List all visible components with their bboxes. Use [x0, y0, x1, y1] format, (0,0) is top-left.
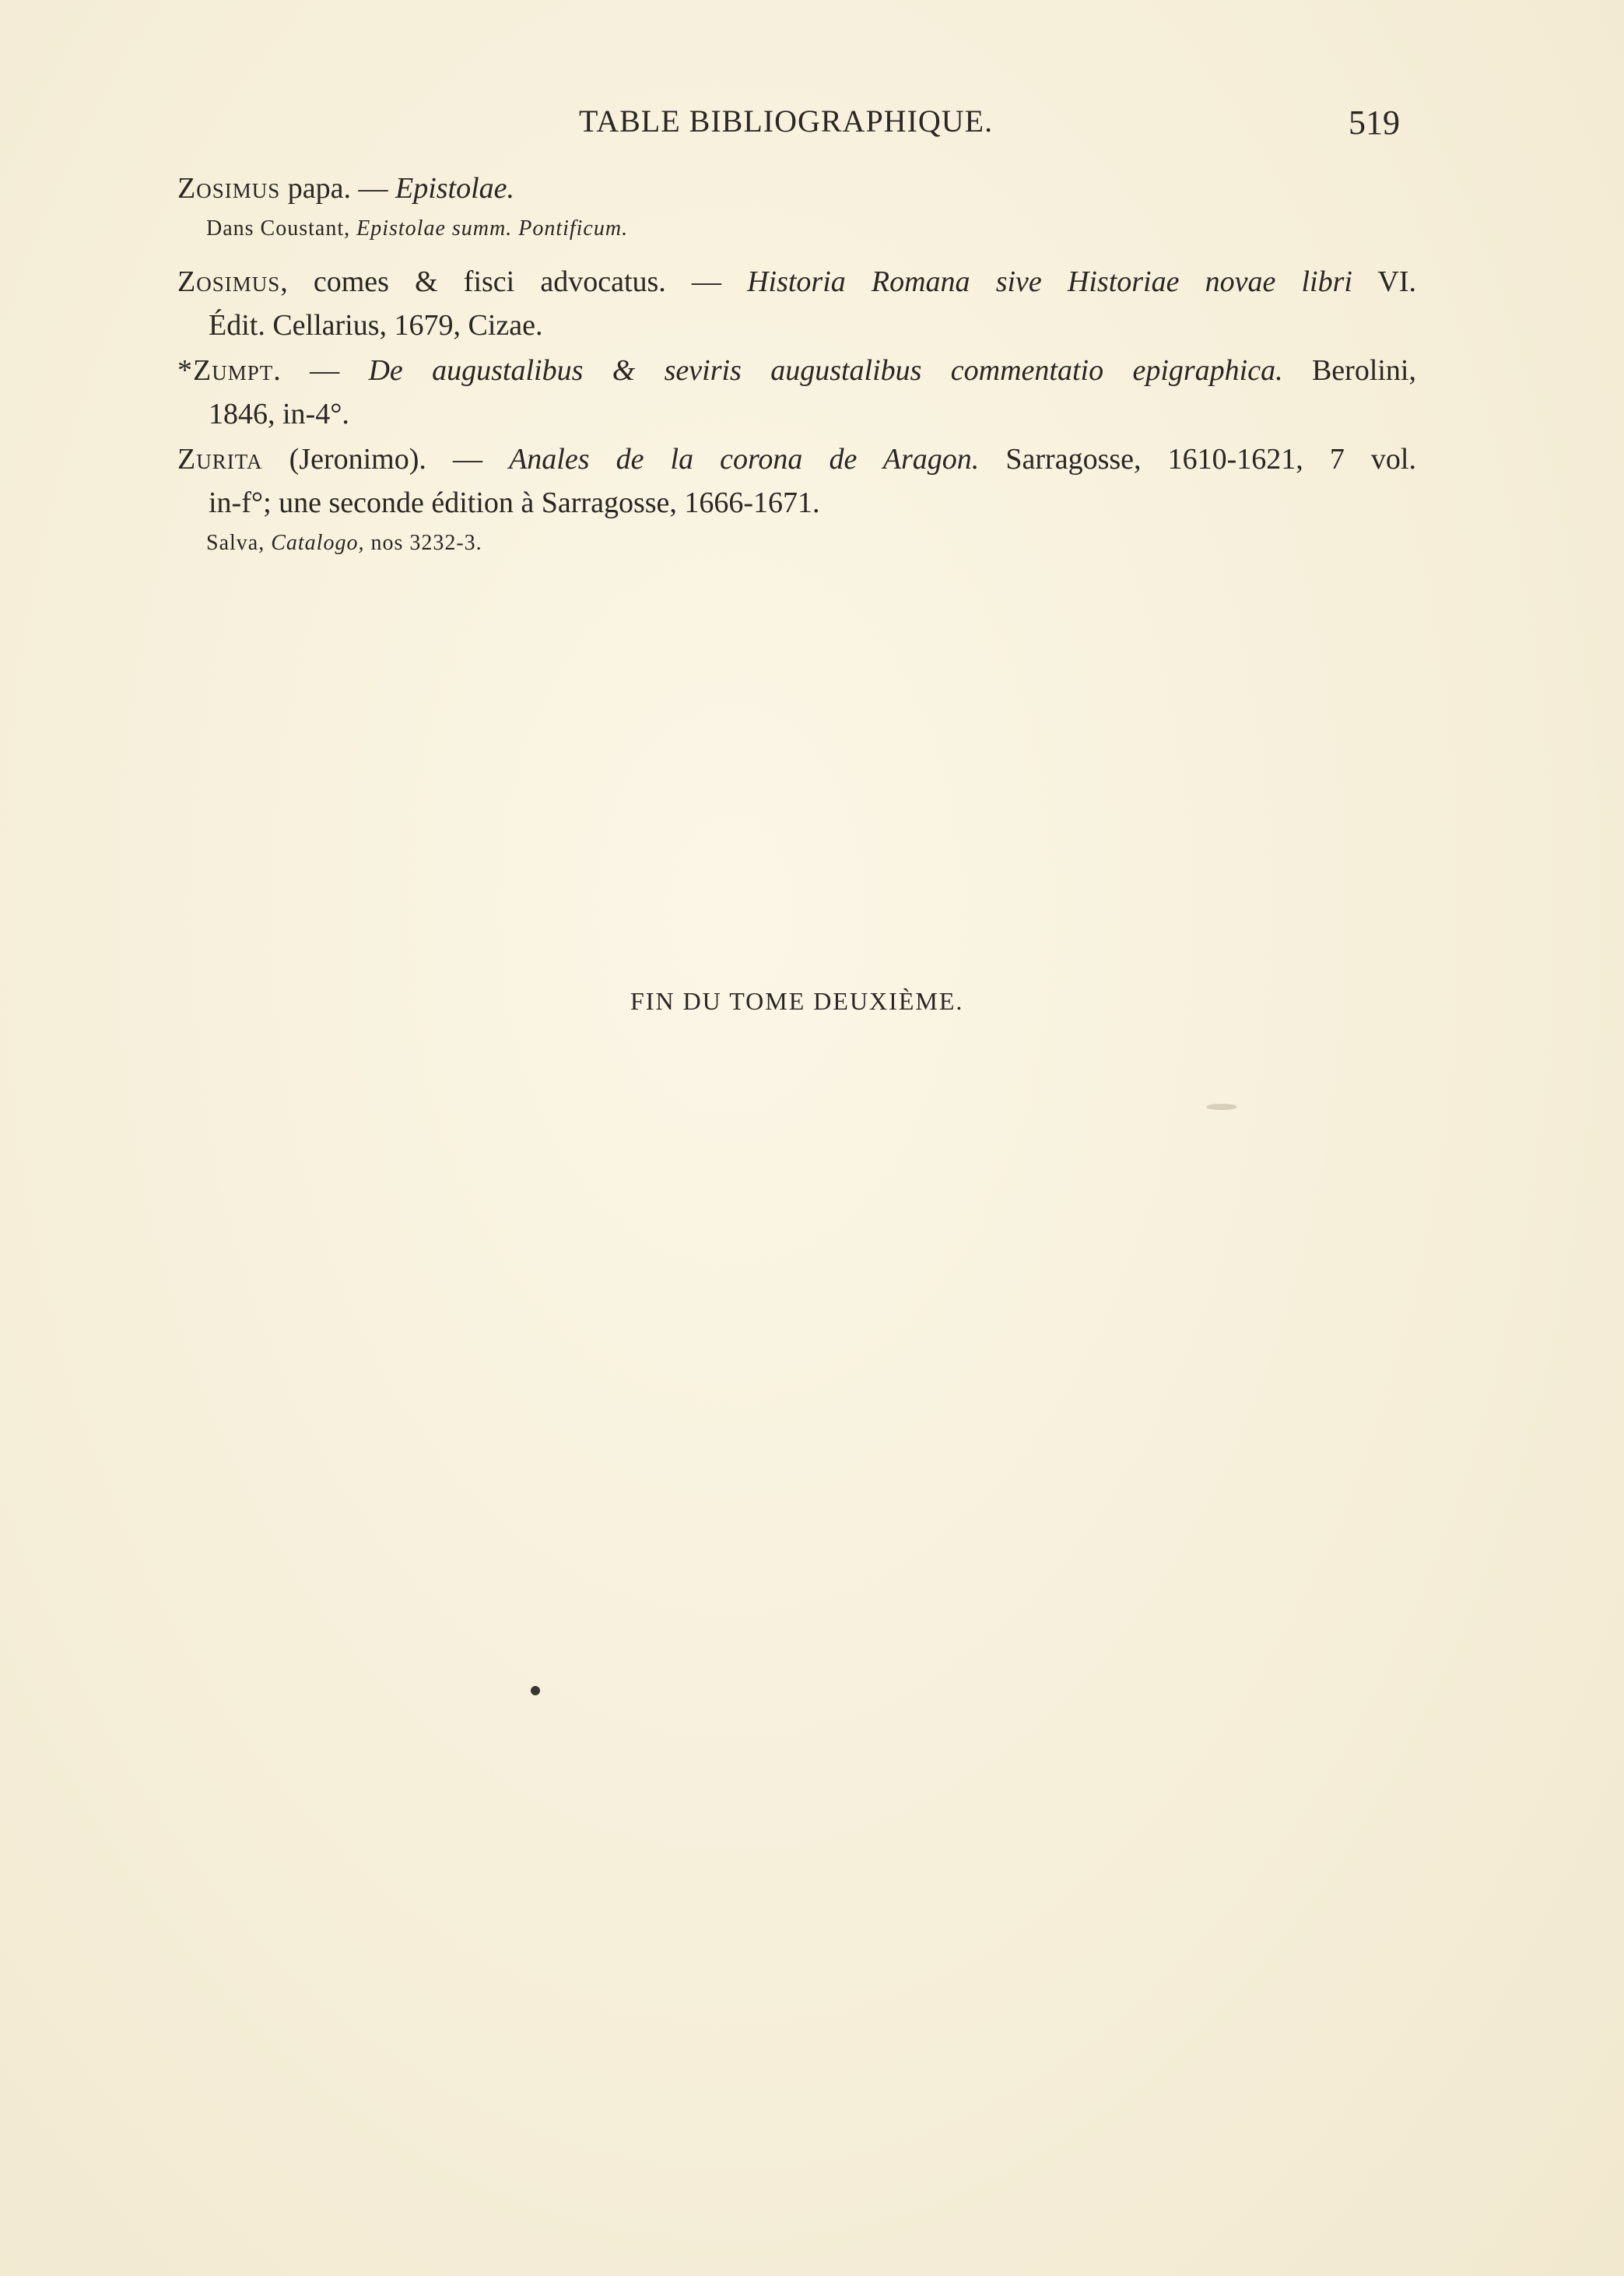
entry-note: [206, 216, 628, 241]
bibliography-entry: [177, 437, 1422, 525]
entry-title: Anales de la corona de Aragon.: [509, 443, 980, 476]
closing-text: FIN DU TOME DEUXIÈME.: [630, 987, 964, 1015]
entry-title: De augustalibus & seviris augustalibus commentatio epigraphica.: [368, 354, 1283, 387]
entry-title: Epistolae.: [395, 172, 515, 205]
entry-text: Sarragosse, 1610-1621, 7 vol.: [979, 443, 1416, 476]
entry-continuation: in-f°; une seconde édition à Sarragosse, 1666-1671.: [209, 486, 820, 519]
bibliography-entry: [177, 349, 1422, 436]
entry-line: [177, 260, 1416, 304]
running-title: TABLE BIBLIOGRAPHIQUE.: [579, 104, 994, 139]
note-text: nos 3232-3.: [364, 531, 482, 555]
entry-continuation: 1846, in-4°.: [209, 398, 349, 430]
entry-author: Zosimus: [177, 265, 281, 298]
entry-author: Zurita: [177, 443, 263, 476]
entry-line: [177, 437, 1416, 481]
note-text: Dans Coustant,: [206, 216, 357, 241]
entry-text: . —: [273, 354, 369, 387]
note-text: Salva,: [206, 531, 272, 555]
page-number: 519: [1349, 104, 1400, 142]
entry-continuation: Édit. Cellarius, 1679, Cizae.: [209, 309, 543, 342]
entry-author: *Zumpt: [177, 354, 274, 387]
entry-note: [206, 531, 482, 556]
bibliography-entry: [177, 260, 1422, 347]
entry-text: papa. —: [280, 172, 395, 205]
ink-speck: [531, 1686, 540, 1695]
entry-line: [177, 167, 1422, 210]
page-header: [0, 103, 1624, 149]
entry-author: Zosimus: [177, 172, 281, 205]
entry-text: , comes & fisci advocatus. —: [280, 265, 748, 298]
entry-text: VI.: [1352, 265, 1416, 298]
entry-line: [177, 349, 1416, 392]
note-title: Catalogo,: [271, 531, 365, 555]
bibliography-entry: [177, 167, 1422, 210]
paper-mark: [1206, 1104, 1237, 1110]
entry-text: (Jeronimo). —: [262, 443, 510, 476]
entry-text: Berolini,: [1282, 354, 1416, 387]
note-title: Epistolae summ. Pontificum.: [356, 216, 629, 241]
entry-title: Historia Romana sive Historiae novae libri: [747, 265, 1352, 298]
